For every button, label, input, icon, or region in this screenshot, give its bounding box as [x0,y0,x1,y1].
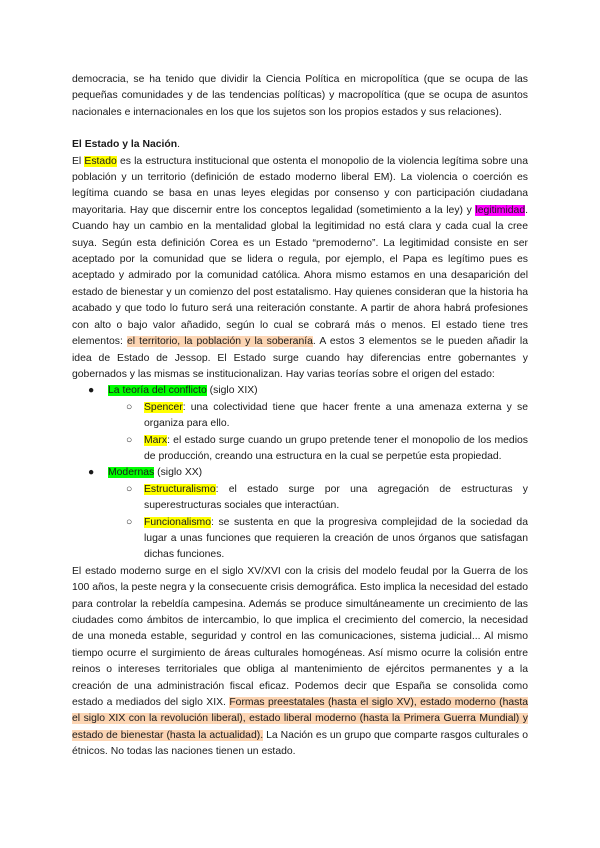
document-page [72,72,528,761]
hollow-bullet-icon: ○ [126,516,133,528]
section-heading-line [72,137,528,153]
text-run: . Cuando hay un cambio en la mentalidad global la legitimidad no está clara y cada cual la cree suya. Según esta definición Corea es un Estado “premoderno”. La legitimidad consiste en ser aceptado por la comunidad que se lidera o regula, por ejemplo, el Papa es legítimo pues es aceptado y admirado por la comunidad católica. Ahora mismo estamos en una desaparición del estado de bienestar y un comienzo del post estatalismo. Hay quienes consideran que la historia ha acabado y que todo lo futuro será una reiteración constante. A partir de ahora habrá profesiones con alto o bajo valor añadido, según lo cual se cobrará más o menos. El estado tiene tres elementos: [72,204,528,348]
highlight-spencer: Spencer [144,401,183,413]
highlight-modernas: Modernas [108,467,155,479]
sub-item-text: : el estado surge cuando un grupo pretende tener el monopolio de los medios de producción, creando una estructura en la cual se perpetúe esta propiedad. [144,434,528,462]
highlight-marx: Marx [144,434,168,446]
modern-state-paragraph [72,564,528,761]
hollow-bullet-icon: ○ [126,401,133,413]
state-definition-paragraph [72,154,528,384]
text-run: es la estructura institucional que ostenta el monopolio de la violencia legítima sobre una población y un territorio (definición de estado moderno liberal EM). La violencia o coerción es legítima cuando se basa en unas leyes elegidas por consenso y con participación ciudadana mayoritaria. Hay que discernir entre los conceptos legalidad (sometimiento a la ley) y [72,155,528,216]
paragraph-gap [72,121,528,137]
text-run: La Nación es un grupo que comparte rasgos culturales o étnicos. No todas las naciones tienen un estado. [72,729,528,758]
text-run: El estado moderno surge en el siglo XV/XVI con la crisis del modelo feudal por la Guerra de los 100 años, la peste negra y la consecuente crisis demográfica. Esto implica la necesidad del estado para controlar la rebeldía campesina. Además se produce simultáneamente un crecimiento de las ciudades como ámbitos de intercambio, lo que implica el crecimiento del comercio, la necesidad de una moneda estable, seguridad y control en las comunicaciones, sistema judicial... Al mismo tiempo ocurre el surgimiento de áreas culturales homogéneas. Así mismo ocurre la colisión entre reinos o intereses territoriales que obliga al mantenimiento de ejércitos permanentes y a la creación de una administración fiscal eficaz. Podemos decir que España se consolida como estado a mediados del siglo XIX. [72,565,528,709]
text-run: . A estos 3 elementos se le pueden añadir la idea de Estado de Jessop. El Estado surge cuando hay diferencias entre gobernantes y gobernados y las mismas se institucionalizan. Hay varias teorías sobre el origen del estado: [72,336,528,380]
section-heading: El Estado y la Nación [72,139,178,151]
highlight-state-elements: el territorio, la población y la soberanía [126,336,313,348]
list-item-structuralism [72,482,528,515]
text-run: El [72,155,85,167]
list-item-functionalism [72,515,528,564]
sub-item-text: : se sustenta en que la progresiva complejidad de la sociedad da lugar a unas funciones que requieren la creación de unos órganos que satisfagan dichas funciones. [144,516,528,561]
list-item-modern-theories [72,465,528,481]
list-item-spencer [72,400,528,433]
bullet-icon: ● [88,385,95,397]
list-item-conflict-theory [72,383,528,399]
highlight-functionalism: Funcionalismo [144,516,211,528]
highlight-estado: Estado [84,155,117,167]
highlight-structuralism: Estructuralismo [144,483,216,495]
highlight-conflict-theory: La teoría del conflicto [108,385,207,397]
theory-suffix: (siglo XX) [154,467,203,479]
hollow-bullet-icon: ○ [126,434,133,446]
bullet-icon: ● [88,467,95,479]
theory-suffix: (siglo XIX) [206,385,258,397]
section-heading-tail: . [177,139,180,151]
sub-item-text: : una colectividad tiene que hacer frente a una amenaza externa y se organiza para ello. [144,401,528,430]
list-item-marx [72,433,528,466]
intro-paragraph: democracia, se ha tenido que dividir la Ciencia Política en micropolítica (que se ocupa de las pequeñas comunidades y de las tendencias políticas) y macropolítica (que se ocupa de asuntos nacionales e internacionales en los que los sujetos son los propios estados y sus relaciones). [72,74,528,118]
hollow-bullet-icon: ○ [126,483,133,495]
highlight-legitimidad: legitimidad [475,204,526,216]
highlight-state-forms: Formas preestatales (hasta el siglo XV), estado moderno (hasta el siglo XIX con la revolución liberal), estado liberal moderno (hasta la Primera Guerra Mundial) y estado de bienestar (hasta la actualidad). [72,697,528,741]
sub-item-text: : el estado surge por una agregación de estructuras y superestructuras sociales que interactúan. [144,483,528,512]
theories-list [72,383,528,563]
